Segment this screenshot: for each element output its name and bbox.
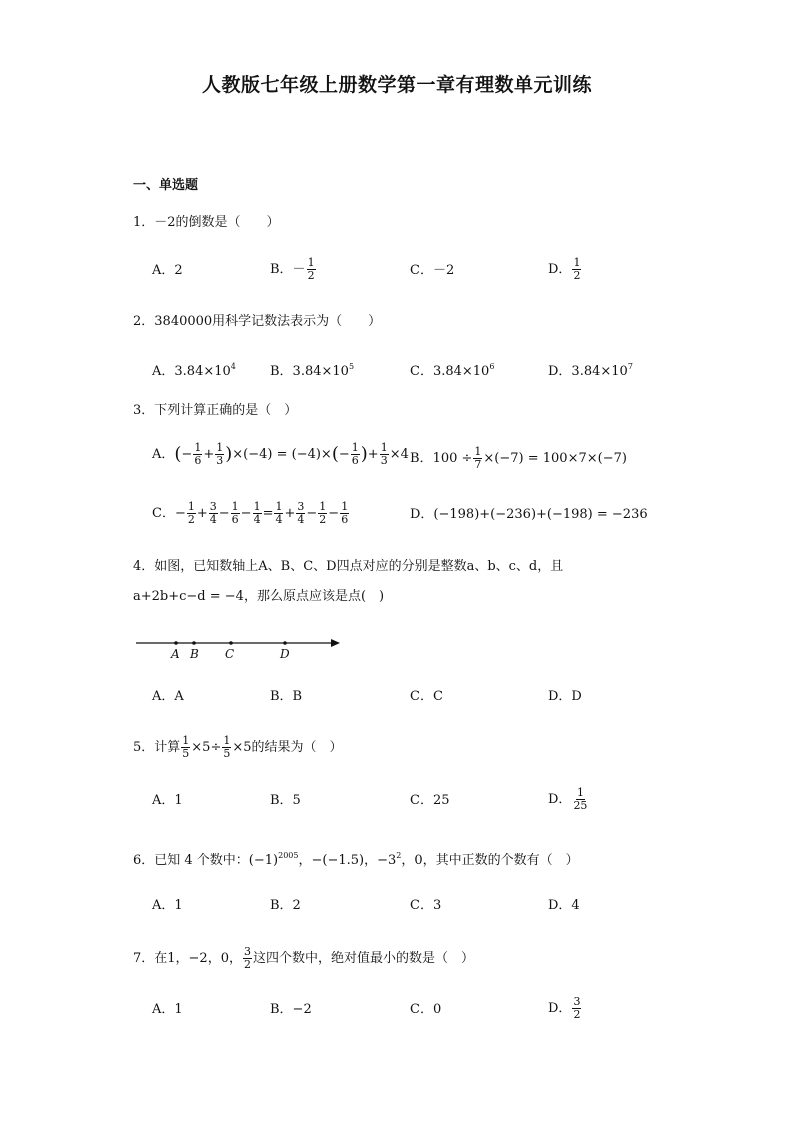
q4-option-d: D．D [548, 689, 582, 704]
question-7-stem: 7．在1，−2，0， $\frac{3}{2}$ 这四个数中，绝对值最小的数是（ ） [133, 945, 474, 971]
axis-label-b: B [190, 647, 199, 661]
question-5-stem: 5．计算 $\frac{1}{5}$ ×5÷ $\frac{1}{5}$ ×5的结果为（ ） [133, 734, 343, 760]
axis-label-d: D [280, 647, 290, 661]
q5-option-c: C．25 [410, 793, 450, 808]
q3-option-c: C．− $\frac{1}{2}$ + $\frac{3}{4}$ − $\frac{1}{6}$ − $\frac{1}{4}$ = $\frac{1}{4}$ + $\frac{3}{4}$ − $\frac{1}{2}$ − $\frac{1}{6}$ [152, 500, 349, 526]
question-6-stem: 6．已知 4 个数中：$(-1)^{2005}$，−(−1.5)，$-3^2$，0，其中正数的个数有（ ） [133, 851, 579, 868]
q7-option-b: B．−2 [270, 1002, 312, 1017]
section-heading: 一、单选题 [133, 178, 199, 193]
q3-option-b: B．100 ÷ $\frac{1}{7}$ ×(−7) = 100×7×(−7) [410, 445, 627, 471]
q1-option-b: B．－ $\frac{1}{2}$ [270, 256, 315, 282]
axis-label-a: A [171, 647, 180, 661]
q3-option-a: A．(− $\frac{1}{6}$ + $\frac{1}{3}$ )×(−4) = (−4)×(− $\frac{1}{6}$ )+ $\frac{1}{3}$ ×4 [152, 441, 409, 467]
point-b [192, 641, 196, 645]
q2-option-a: A．$3.84\times 10^4$ [152, 362, 236, 379]
q6-option-c: C．3 [410, 898, 442, 913]
q7-option-c: C．0 [410, 1002, 442, 1017]
point-a [174, 641, 178, 645]
axis-label-c: C [225, 647, 235, 661]
q4-option-b: B．B [270, 689, 303, 704]
q5-option-b: B．5 [270, 793, 301, 808]
number-line-figure [133, 632, 348, 664]
q3-option-d: D．(−198)+(−236)+(−198) = −236 [410, 507, 648, 522]
q6-option-a: A．1 [152, 898, 183, 913]
q6-option-d: D．4 [548, 898, 580, 913]
point-d [283, 641, 287, 645]
q7-option-d: D． $\frac{3}{2}$ [548, 995, 581, 1021]
page-title: 人教版七年级上册数学第一章有理数单元训练 [201, 74, 592, 96]
question-4-stem-line1: 4．如图，已知数轴上A、B、C、D四点对应的分别是整数a、b、c、d，且 [133, 559, 564, 574]
q5-option-d: D． $\frac{1}{25}$ [548, 786, 588, 812]
q2-option-d: D．$3.84\times 10^7$ [548, 362, 633, 379]
q4-option-c: C．C [410, 689, 443, 704]
q4-option-a: A．A [152, 689, 184, 704]
question-4-stem-line2: a+2b+c−d = −4，那么原点应该是点( ) [133, 589, 385, 604]
q6-option-b: B．2 [270, 898, 301, 913]
q5-option-a: A．1 [152, 793, 183, 808]
q2-option-c: C．$3.84\times 10^6$ [410, 362, 495, 379]
q2-option-b: B．$3.84\times 10^5$ [270, 362, 355, 379]
question-1-stem: 1．－2的倒数是（ ） [133, 215, 280, 230]
point-c [229, 641, 233, 645]
q1-option-d: D． $\frac{1}{2}$ [548, 256, 581, 282]
q1-option-c: C．－2 [410, 263, 455, 278]
q1-option-a: A．2 [152, 263, 183, 278]
question-3-stem: 3．下列计算正确的是（ ） [133, 403, 298, 418]
question-2-stem: 2．3840000用科学记数法表示为（ ） [133, 314, 382, 329]
q7-option-a: A．1 [152, 1002, 183, 1017]
